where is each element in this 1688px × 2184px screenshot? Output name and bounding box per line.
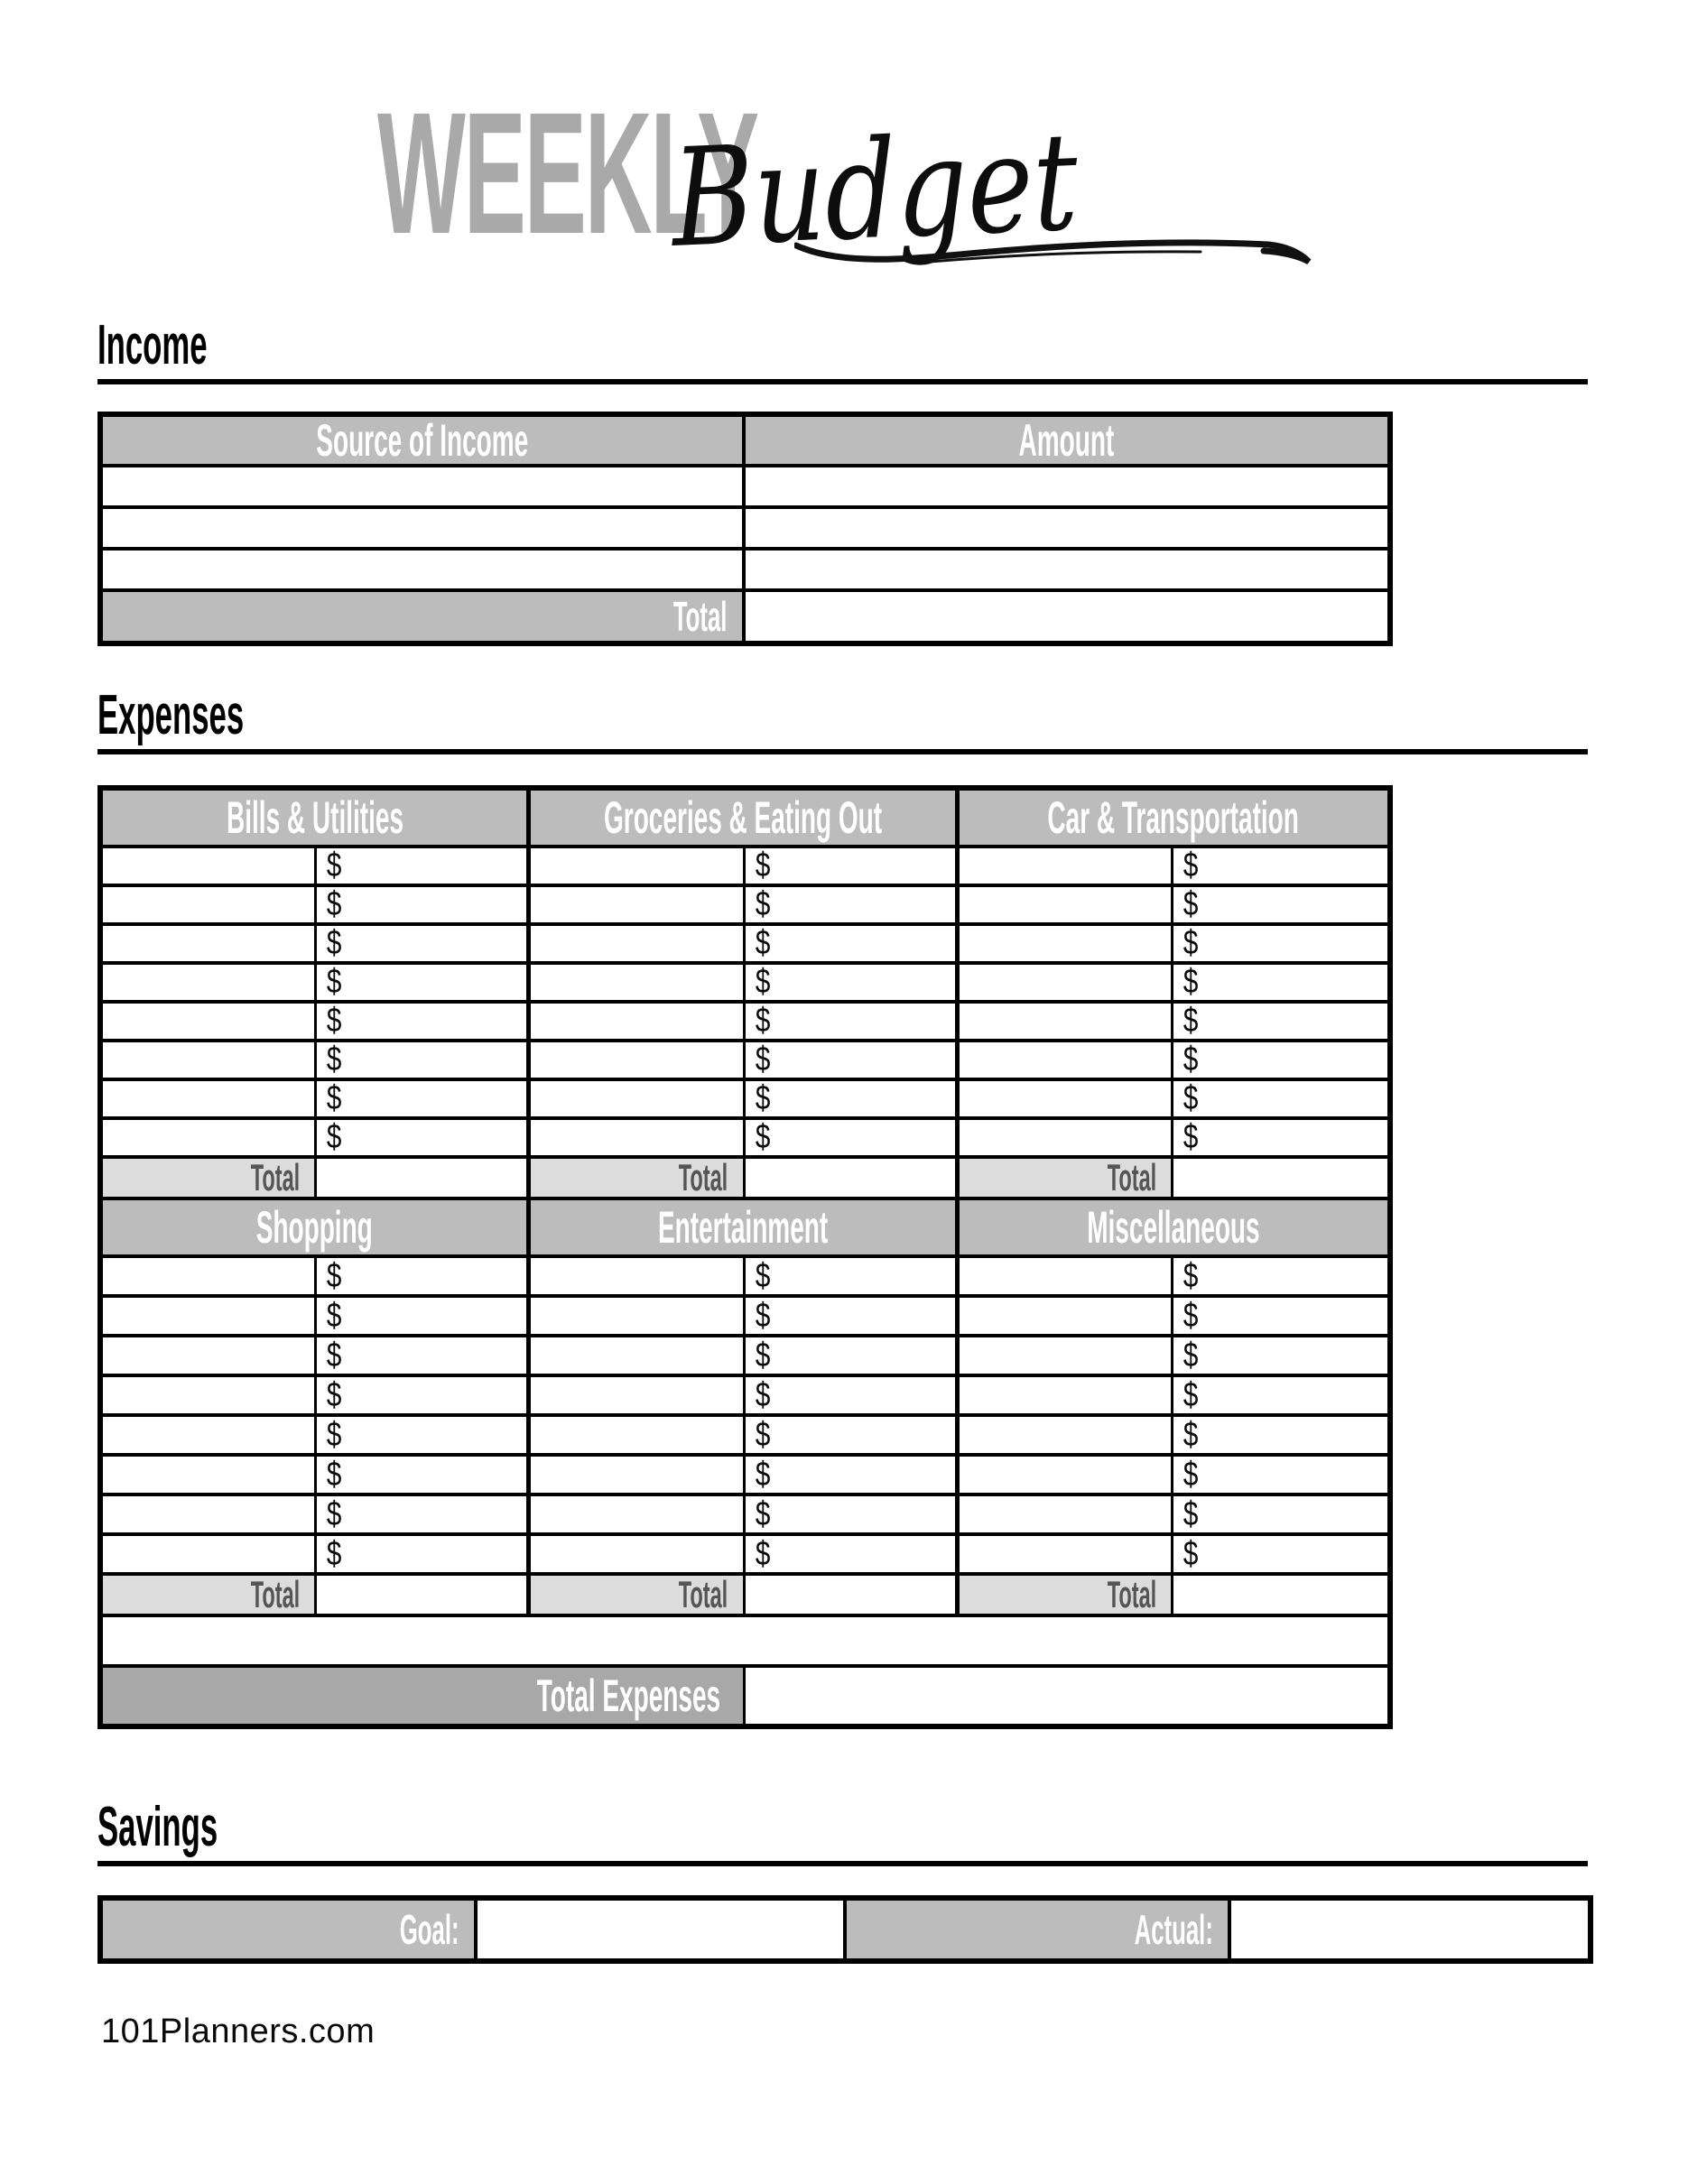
expense-amount-input[interactable] (317, 1042, 531, 1081)
dollar-sign: $ (327, 1455, 342, 1494)
dollar-sign: $ (755, 1118, 770, 1156)
savings-table (97, 1895, 1593, 1964)
expense-group-header (960, 791, 1387, 848)
expense-amount-input[interactable] (317, 1258, 531, 1298)
income-source-input[interactable] (103, 467, 746, 509)
dollar-sign: $ (1183, 924, 1199, 962)
expense-group-total-label-cell (531, 1156, 745, 1200)
expense-item-input[interactable] (960, 1258, 1173, 1298)
expense-amount-input[interactable] (1173, 1377, 1387, 1417)
dollar-sign: $ (755, 847, 770, 884)
expense-group-header-label: Bills & Utilities (226, 792, 403, 843)
dollar-sign: $ (755, 1079, 770, 1117)
expense-amount-input[interactable] (746, 1258, 960, 1298)
expense-item-input[interactable] (531, 926, 745, 965)
expense-item-input[interactable] (531, 1417, 745, 1457)
expense-item-input[interactable] (960, 965, 1173, 1004)
expense-amount-input[interactable] (317, 1377, 531, 1417)
income-header-amount (746, 417, 1388, 467)
income-total-label-cell (103, 592, 746, 641)
income-heading: Income (97, 314, 208, 376)
expense-item-input[interactable] (960, 1377, 1173, 1417)
expense-amount-input[interactable] (746, 1496, 960, 1536)
expense-amount-input[interactable] (1173, 1337, 1387, 1377)
expense-amount-input[interactable] (317, 1120, 531, 1159)
expense-amount-input[interactable] (317, 1081, 531, 1120)
expense-item-input[interactable] (103, 1337, 317, 1377)
dollar-sign: $ (755, 1041, 770, 1078)
expense-item-input[interactable] (103, 1298, 317, 1337)
dollar-sign: $ (755, 1375, 770, 1414)
savings-heading-rule (97, 1861, 1588, 1866)
expense-amount-input[interactable] (1173, 1042, 1387, 1081)
expense-group-total-input[interactable] (1173, 1576, 1387, 1617)
expense-amount-input[interactable] (1173, 1417, 1387, 1457)
dollar-sign: $ (327, 1256, 342, 1295)
dollar-sign: $ (327, 1002, 342, 1040)
expense-item-input[interactable] (531, 1337, 745, 1377)
expense-group-header (531, 791, 959, 848)
expense-item-input[interactable] (960, 1120, 1173, 1159)
total-expenses-label-cell (103, 1668, 746, 1724)
expense-item-input[interactable] (531, 1081, 745, 1120)
expense-amount-input[interactable] (1173, 926, 1387, 965)
expense-group-header-label: Groceries & Eating Out (603, 792, 883, 843)
dollar-sign: $ (327, 1415, 342, 1454)
expense-item-input[interactable] (960, 1298, 1173, 1337)
expense-item-input[interactable] (960, 1417, 1173, 1457)
dollar-sign: $ (327, 847, 342, 884)
expense-item-input[interactable] (531, 887, 745, 926)
savings-actual-label: Actual: (1134, 1906, 1214, 1953)
income-source-input[interactable] (103, 551, 746, 592)
total-expenses-label: Total Expenses (537, 1670, 721, 1721)
expense-item-input[interactable] (103, 1258, 317, 1298)
expense-group-header-label: Miscellaneous (1087, 1202, 1260, 1253)
expense-amount-input[interactable] (746, 1081, 960, 1120)
expense-item-input[interactable] (103, 926, 317, 965)
dollar-sign: $ (327, 1336, 342, 1374)
brand-title-budget: Budget (670, 103, 1081, 278)
footer-site-text: 101Planners.com (101, 2013, 376, 2050)
expense-amount-input[interactable] (1173, 1081, 1387, 1120)
dollar-sign: $ (1183, 1079, 1199, 1117)
dollar-sign: $ (327, 885, 342, 923)
flourish-underline-icon (794, 215, 1313, 287)
expense-item-input[interactable] (103, 1496, 317, 1536)
dollar-sign: $ (1183, 1002, 1199, 1040)
expense-amount-input[interactable] (317, 965, 531, 1004)
expense-group-total-input[interactable] (317, 1159, 531, 1200)
expense-group-header (103, 1200, 531, 1258)
dollar-sign: $ (755, 1296, 770, 1335)
expense-item-input[interactable] (103, 848, 317, 887)
expense-item-input[interactable] (531, 1004, 745, 1042)
expenses-heading-rule (97, 749, 1588, 754)
expense-group-header (960, 1200, 1387, 1258)
expense-spacer-row (103, 1617, 1387, 1668)
expense-item-input[interactable] (531, 1457, 745, 1496)
savings-goal-label-cell (103, 1901, 478, 1958)
expense-item-input[interactable] (103, 1536, 317, 1576)
dollar-sign: $ (1183, 847, 1199, 884)
dollar-sign: $ (327, 1118, 342, 1156)
dollar-sign: $ (327, 924, 342, 962)
income-total-input[interactable] (746, 592, 1388, 641)
income-amount-input[interactable] (746, 551, 1388, 592)
dollar-sign: $ (755, 1002, 770, 1040)
dollar-sign: $ (327, 1375, 342, 1414)
income-source-input[interactable] (103, 509, 746, 551)
expense-group-total-label: Total (250, 1156, 301, 1198)
expense-amount-input[interactable] (1173, 1496, 1387, 1536)
expense-item-input[interactable] (960, 1081, 1173, 1120)
expense-amount-input[interactable] (1173, 848, 1387, 887)
expense-amount-input[interactable] (746, 1004, 960, 1042)
expense-item-input[interactable] (103, 965, 317, 1004)
expense-amount-input[interactable] (746, 1536, 960, 1576)
expense-item-input[interactable] (531, 1536, 745, 1576)
dollar-sign: $ (327, 1041, 342, 1078)
expense-item-input[interactable] (103, 1417, 317, 1457)
expense-item-input[interactable] (531, 1298, 745, 1337)
dollar-sign: $ (755, 1534, 770, 1573)
expenses-heading: Expenses (97, 684, 245, 746)
expenses-table (97, 785, 1393, 1729)
savings-actual-input[interactable] (1231, 1901, 1588, 1958)
dollar-sign: $ (755, 924, 770, 962)
expense-amount-input[interactable] (746, 1337, 960, 1377)
expense-amount-input[interactable] (317, 1298, 531, 1337)
expense-amount-input[interactable] (317, 1457, 531, 1496)
expense-item-input[interactable] (960, 848, 1173, 887)
expense-item-input[interactable] (960, 1496, 1173, 1536)
expense-group-total-label: Total (679, 1573, 728, 1615)
expense-item-input[interactable] (103, 887, 317, 926)
expense-group-header-label: Car & Transportation (1047, 792, 1300, 843)
income-amount-input[interactable] (746, 467, 1388, 509)
dollar-sign: $ (327, 963, 342, 1001)
expense-amount-input[interactable] (317, 1536, 531, 1576)
expense-group-header (103, 791, 531, 848)
expense-amount-input[interactable] (317, 1496, 531, 1536)
expense-item-input[interactable] (960, 1004, 1173, 1042)
expense-group-header-label: Entertainment (657, 1202, 829, 1253)
expense-amount-input[interactable] (746, 926, 960, 965)
brand-title-weekly: WEEKLY (377, 76, 758, 270)
expense-item-input[interactable] (960, 1042, 1173, 1081)
expense-amount-input[interactable] (1173, 1120, 1387, 1159)
savings-actual-label-cell (847, 1901, 1231, 1958)
expense-amount-input[interactable] (746, 1377, 960, 1417)
dollar-sign: $ (1183, 1375, 1199, 1414)
dollar-sign: $ (755, 885, 770, 923)
dollar-sign: $ (1183, 1336, 1199, 1374)
savings-goal-input[interactable] (478, 1901, 848, 1958)
expense-amount-input[interactable] (746, 848, 960, 887)
expense-amount-input[interactable] (1173, 1258, 1387, 1298)
expense-group-total-label-cell (103, 1156, 317, 1200)
expense-group-total-label: Total (250, 1573, 301, 1615)
expense-item-input[interactable] (531, 1377, 745, 1417)
expense-amount-input[interactable] (1173, 1536, 1387, 1576)
expense-item-input[interactable] (960, 1457, 1173, 1496)
income-amount-input[interactable] (746, 509, 1388, 551)
savings-heading: Savings (97, 1796, 218, 1858)
expense-amount-input[interactable] (317, 1337, 531, 1377)
dollar-sign: $ (327, 1296, 342, 1335)
dollar-sign: $ (1183, 1296, 1199, 1335)
expense-amount-input[interactable] (317, 887, 531, 926)
expense-group-total-label: Total (1107, 1156, 1156, 1198)
dollar-sign: $ (1183, 1534, 1199, 1573)
dollar-sign: $ (327, 1495, 342, 1533)
expense-group-total-label-cell (531, 1573, 745, 1617)
dollar-sign: $ (327, 1079, 342, 1117)
expense-group-total-input[interactable] (317, 1576, 531, 1617)
savings-goal-label: Goal: (399, 1906, 459, 1953)
expense-group-total-label-cell (960, 1156, 1173, 1200)
expense-amount-input[interactable] (317, 1004, 531, 1042)
expense-amount-input[interactable] (746, 1298, 960, 1337)
expense-amount-input[interactable] (1173, 1457, 1387, 1496)
expense-amount-input[interactable] (746, 1042, 960, 1081)
expense-amount-input[interactable] (317, 1417, 531, 1457)
income-header-amount-label: Amount (1018, 415, 1115, 466)
expense-amount-input[interactable] (746, 965, 960, 1004)
expense-group-total-input[interactable] (746, 1159, 960, 1200)
dollar-sign: $ (755, 1336, 770, 1374)
expense-item-input[interactable] (103, 1377, 317, 1417)
dollar-sign: $ (1183, 1041, 1199, 1078)
expense-amount-input[interactable] (1173, 1298, 1387, 1337)
expense-item-input[interactable] (531, 848, 745, 887)
expense-item-input[interactable] (103, 1120, 317, 1159)
expense-item-input[interactable] (960, 926, 1173, 965)
expense-group-total-label-cell (960, 1573, 1173, 1617)
dollar-sign: $ (755, 1495, 770, 1533)
dollar-sign: $ (755, 963, 770, 1001)
expense-amount-input[interactable] (317, 926, 531, 965)
dollar-sign: $ (1183, 1415, 1199, 1454)
dollar-sign: $ (327, 1534, 342, 1573)
dollar-sign: $ (1183, 1118, 1199, 1156)
expense-group-header (531, 1200, 959, 1258)
expense-item-input[interactable] (960, 887, 1173, 926)
expense-amount-input[interactable] (1173, 887, 1387, 926)
dollar-sign: $ (1183, 1495, 1199, 1533)
expense-group-total-label-cell (103, 1573, 317, 1617)
expense-item-input[interactable] (531, 1120, 745, 1159)
total-expenses-input[interactable] (746, 1668, 1388, 1724)
expense-item-input[interactable] (531, 1258, 745, 1298)
income-total-label: Total (672, 593, 728, 640)
expense-amount-input[interactable] (317, 848, 531, 887)
income-table (97, 412, 1393, 646)
expense-item-input[interactable] (531, 1042, 745, 1081)
dollar-sign: $ (1183, 885, 1199, 923)
expense-amount-input[interactable] (746, 1457, 960, 1496)
expense-amount-input[interactable] (746, 887, 960, 926)
expense-item-input[interactable] (103, 1042, 317, 1081)
expense-group-total-input[interactable] (1173, 1159, 1387, 1200)
expense-item-input[interactable] (960, 1536, 1173, 1576)
expense-amount-input[interactable] (1173, 1004, 1387, 1042)
expense-item-input[interactable] (531, 965, 745, 1004)
expense-group-total-label: Total (679, 1156, 728, 1198)
expense-item-input[interactable] (531, 1496, 745, 1536)
dollar-sign: $ (1183, 963, 1199, 1001)
expense-group-header-label: Shopping (256, 1202, 374, 1253)
expense-item-input[interactable] (103, 1457, 317, 1496)
expense-group-total-label: Total (1107, 1573, 1156, 1615)
dollar-sign: $ (755, 1415, 770, 1454)
income-header-source-label: Source of Income (316, 415, 529, 466)
dollar-sign: $ (1183, 1256, 1199, 1295)
expense-item-input[interactable] (103, 1004, 317, 1042)
expense-item-input[interactable] (960, 1337, 1173, 1377)
expense-group-total-input[interactable] (746, 1576, 960, 1617)
dollar-sign: $ (755, 1256, 770, 1295)
income-header-source (103, 417, 746, 467)
expense-amount-input[interactable] (1173, 965, 1387, 1004)
expense-amount-input[interactable] (746, 1120, 960, 1159)
income-heading-rule (97, 379, 1588, 384)
expense-amount-input[interactable] (746, 1417, 960, 1457)
dollar-sign: $ (1183, 1455, 1199, 1494)
dollar-sign: $ (755, 1455, 770, 1494)
expense-item-input[interactable] (103, 1081, 317, 1120)
